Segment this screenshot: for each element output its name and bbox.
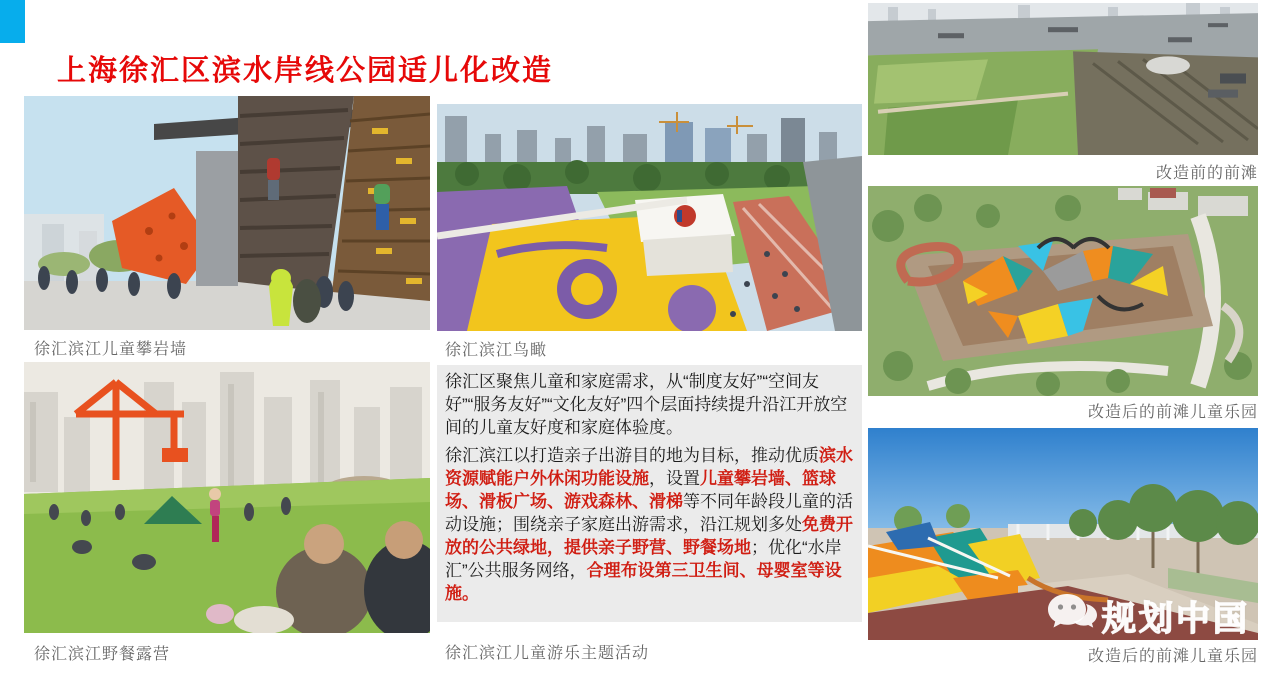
picnic-illustration xyxy=(24,362,430,633)
caption-after-2: 改造后的前滩儿童乐园 xyxy=(1087,648,1258,665)
accent-square xyxy=(0,0,25,43)
page-title: 上海徐汇区滨水岸线公园适儿化改造 xyxy=(57,55,554,87)
wechat-icon xyxy=(1046,590,1098,641)
bird-view-illustration xyxy=(437,104,862,331)
before-renovation-photo xyxy=(868,3,1258,155)
paragraph-overview: 徐汇区聚焦儿童和家庭需求，从“制度友好”“空间友好”“服务友好”“文化友好”四个层面持续提升沿江开放空间的儿童友好度和家庭体验度。 xyxy=(445,372,848,437)
picnic-photo xyxy=(24,362,430,633)
watermark-label: 规划中国 xyxy=(1102,600,1250,638)
watermark xyxy=(1046,590,1250,641)
after-renovation-aerial-illustration xyxy=(868,186,1258,396)
before-renovation-illustration xyxy=(868,3,1258,155)
bird-view-photo xyxy=(437,104,862,331)
paragraph-measures: 徐汇滨江以打造亲子出游目的地为目标，推动优质滨水资源赋能户外休闲功能设施，设置儿童攀岩墙、篮球场、滑板广场、游戏森林、滑梯等不同年龄段儿童的活动设施；围绕亲子家庭出游需求，沿江规划多处免费开放的公共绿地，提供亲子野营、野餐场地；优化“水岸汇”公共服务网络，合理布设第三卫生间、母婴室等设施。 xyxy=(445,446,853,603)
description-text-block xyxy=(437,365,862,622)
caption-picnic: 徐汇滨江野餐露营 xyxy=(34,646,171,663)
caption-climbing-wall: 徐汇滨江儿童攀岩墙 xyxy=(34,341,188,358)
caption-theme-activity: 徐汇滨江儿童游乐主题活动 xyxy=(445,645,650,662)
caption-bird-view: 徐汇滨江鸟瞰 xyxy=(445,342,548,359)
after-renovation-aerial-photo xyxy=(868,186,1258,396)
caption-after-1: 改造后的前滩儿童乐园 xyxy=(1087,404,1258,421)
caption-before: 改造前的前滩 xyxy=(1155,165,1258,182)
climbing-wall-illustration xyxy=(24,96,430,330)
climbing-wall-photo xyxy=(24,96,430,330)
